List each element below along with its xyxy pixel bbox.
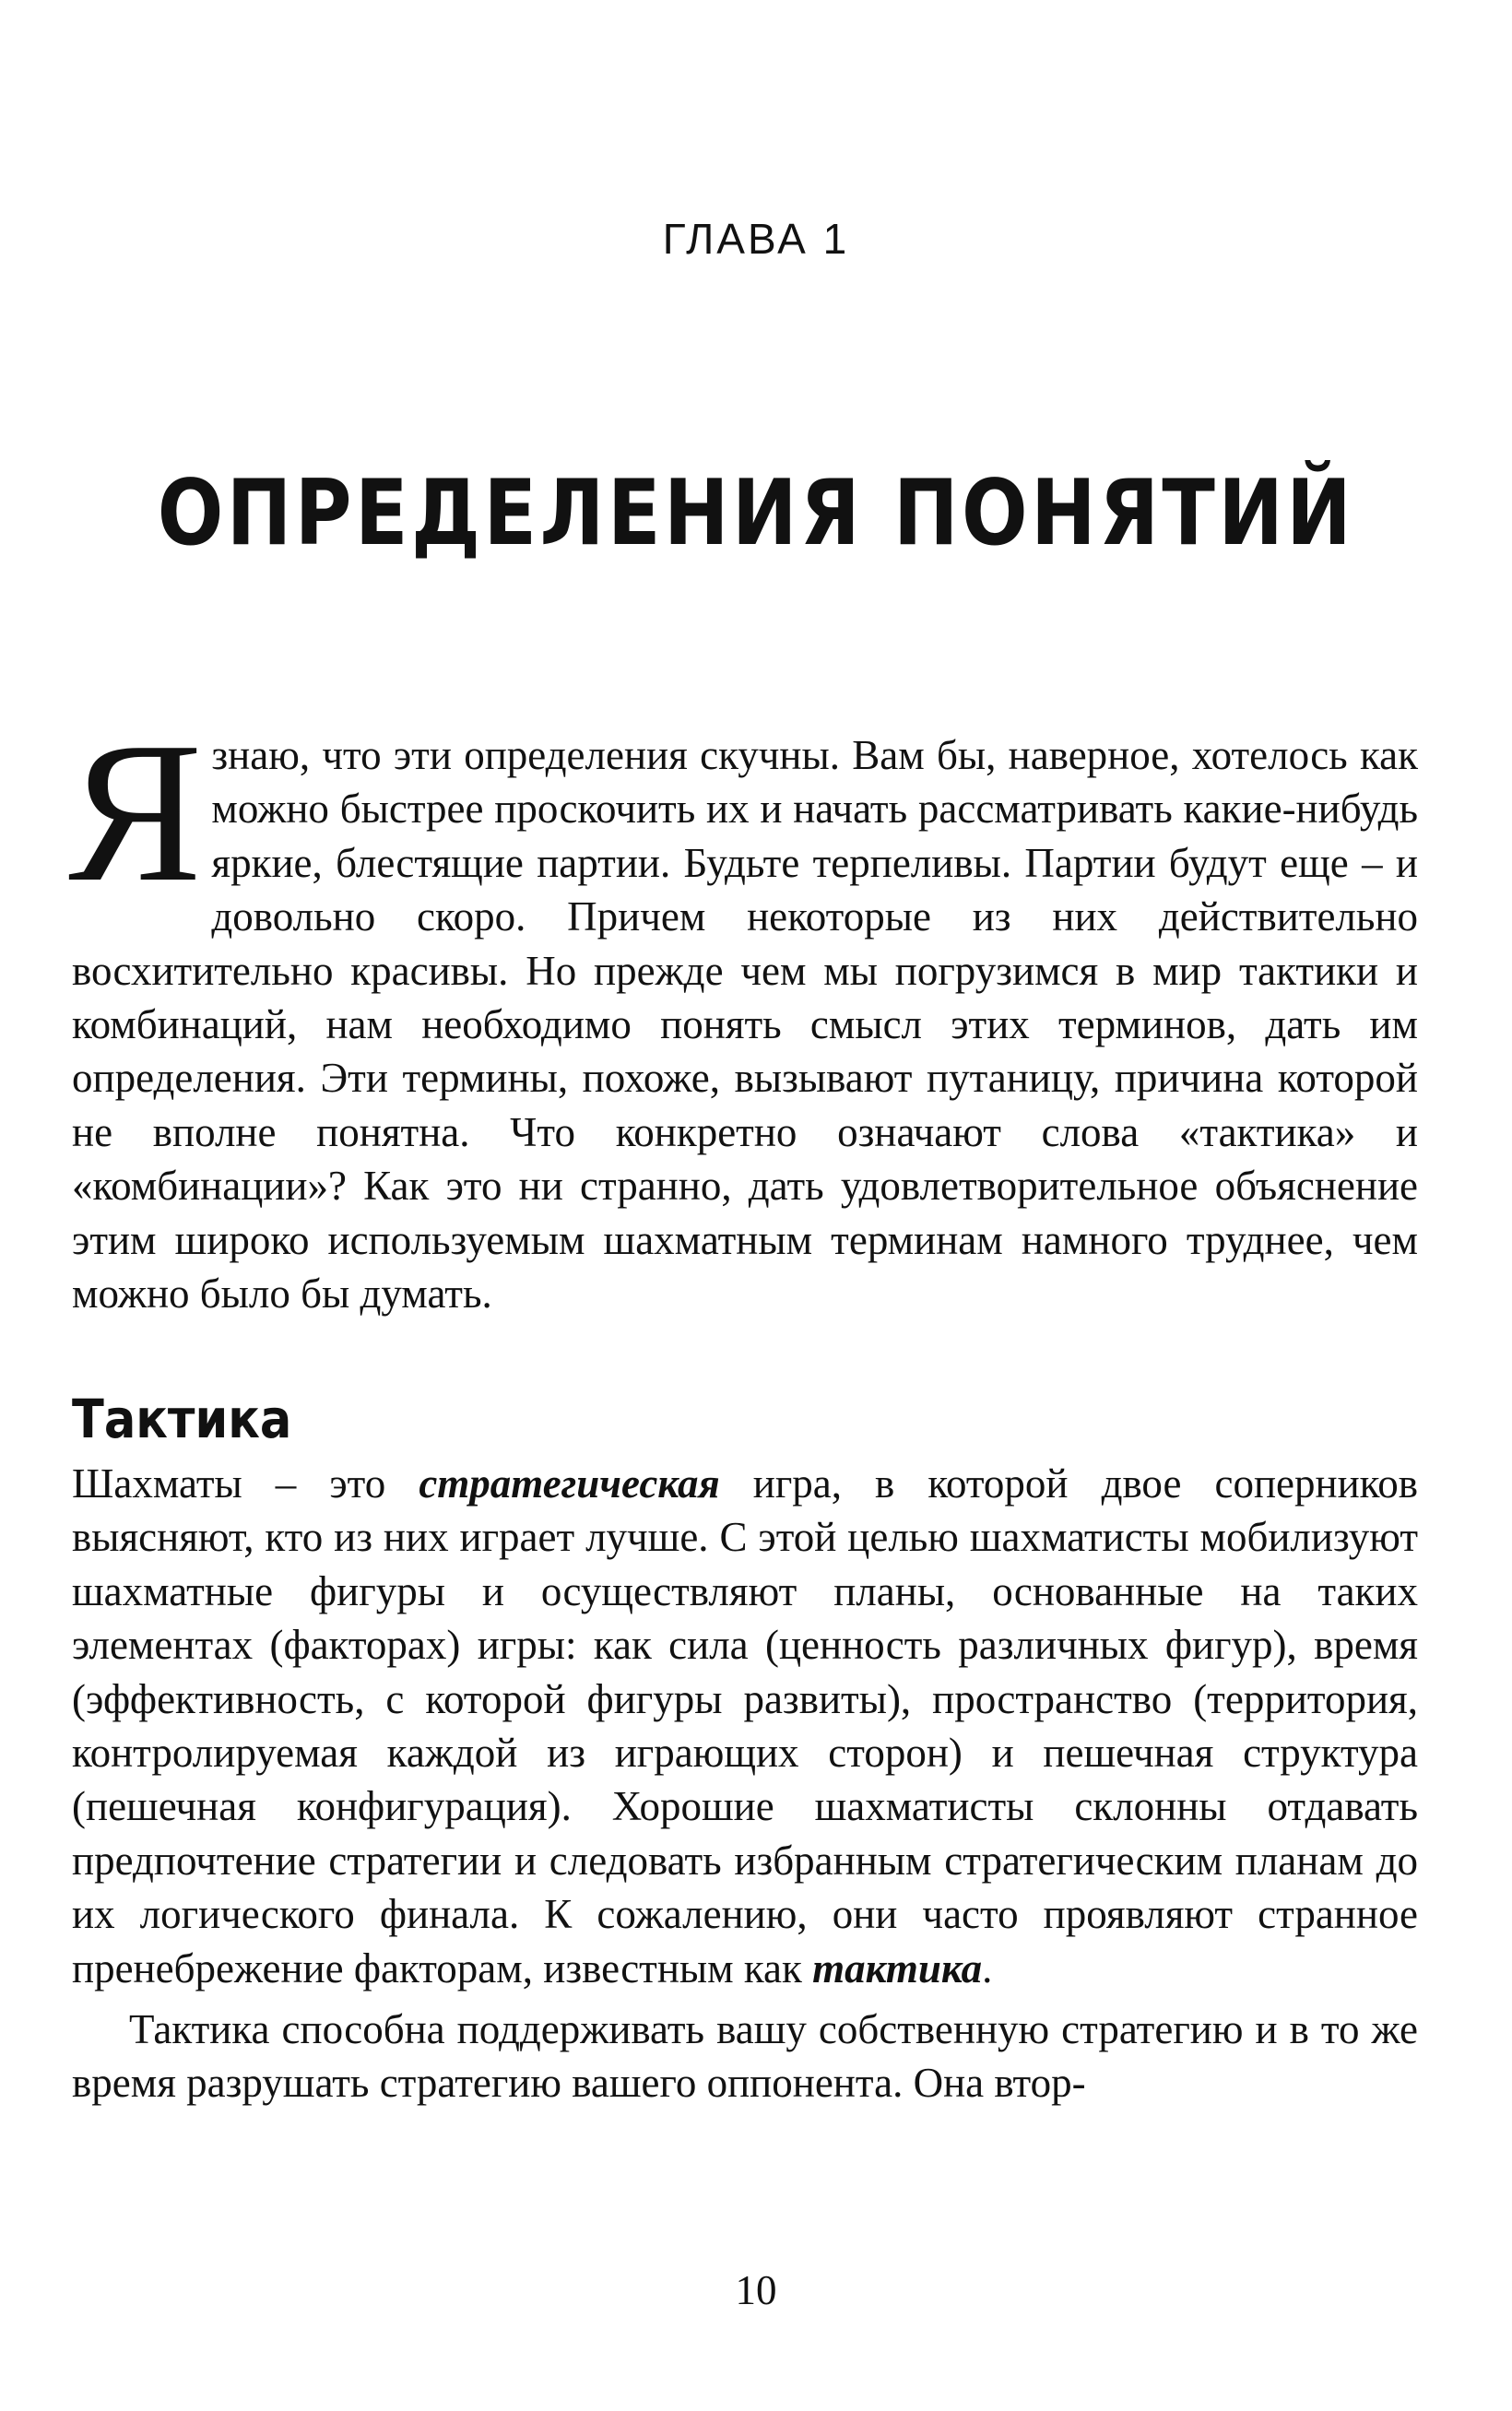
- intro-text: знаю, что эти определения скучны. Вам бы, наверное, хотелось как можно быстрее проскочить их и начать рассматривать какие-нибудь яркие, блестящие партии. Будьте терпеливы. Партии будут еще – и довольно скоро. Причем некоторые из них действительно восхитительно красивы. Но прежде чем мы погрузимся в мир тактики и комбинаций, нам необходимо понять смысл этих терминов, дать им определения. Эти термины, похоже, вызывают путаницу, причина которой не вполне понятна. Что конкретно означают слова «тактика» и «комбинации»? Как это ни странно, дать удовлетворительное объяснение этим широко используемым шахматным терминам намного труднее, чем можно было бы думать.: [72, 732, 1418, 1318]
- chapter-label: ГЛАВА 1: [662, 215, 850, 263]
- p1-text-2: игра, в которой двое соперников выясняют, кто из них играет лучше. С этой целью шахматисты мобилизуют шахматные фигуры и осуществляют планы, основанные на таких элементах (факторах) игры: как сила (ценность различных фигур), время (эффективность, с которой фигуры развиты), пространство (территория, контролируемая каждой из играющих сторон) и пешечная структура (пешечная конфигурация). Хорошие шахматисты склонны отдавать предпочтение стратегии и следовать избранным стратегическим планам до их логического финала. К сожалению, они часто проявляют странное пренебрежение факторам, известным как: [72, 1460, 1418, 1991]
- intro-paragraph: [68, 702, 1418, 1320]
- section-heading: Тактика: [72, 1388, 292, 1450]
- p1-emphasis-tactics: тактика: [812, 1944, 983, 1991]
- drop-cap: Я: [68, 702, 203, 924]
- section-body: [72, 1457, 1418, 2110]
- section-paragraph-2: Тактика способна поддерживать вашу собственную стратегию и в то же время разрушать стратегию вашего оппонента. Она втор-: [72, 2006, 1418, 2107]
- p1-emphasis-strategic: стратегическая: [419, 1460, 720, 1507]
- chapter-title: ОПРЕДЕЛЕНИЯ ПОНЯТИЙ: [157, 461, 1355, 566]
- p1-text-1: Шахматы – это: [72, 1460, 419, 1507]
- section-paragraph-1: [72, 1457, 1418, 1995]
- p1-text-3: .: [982, 1944, 993, 1991]
- page-number: 10: [735, 2267, 777, 2313]
